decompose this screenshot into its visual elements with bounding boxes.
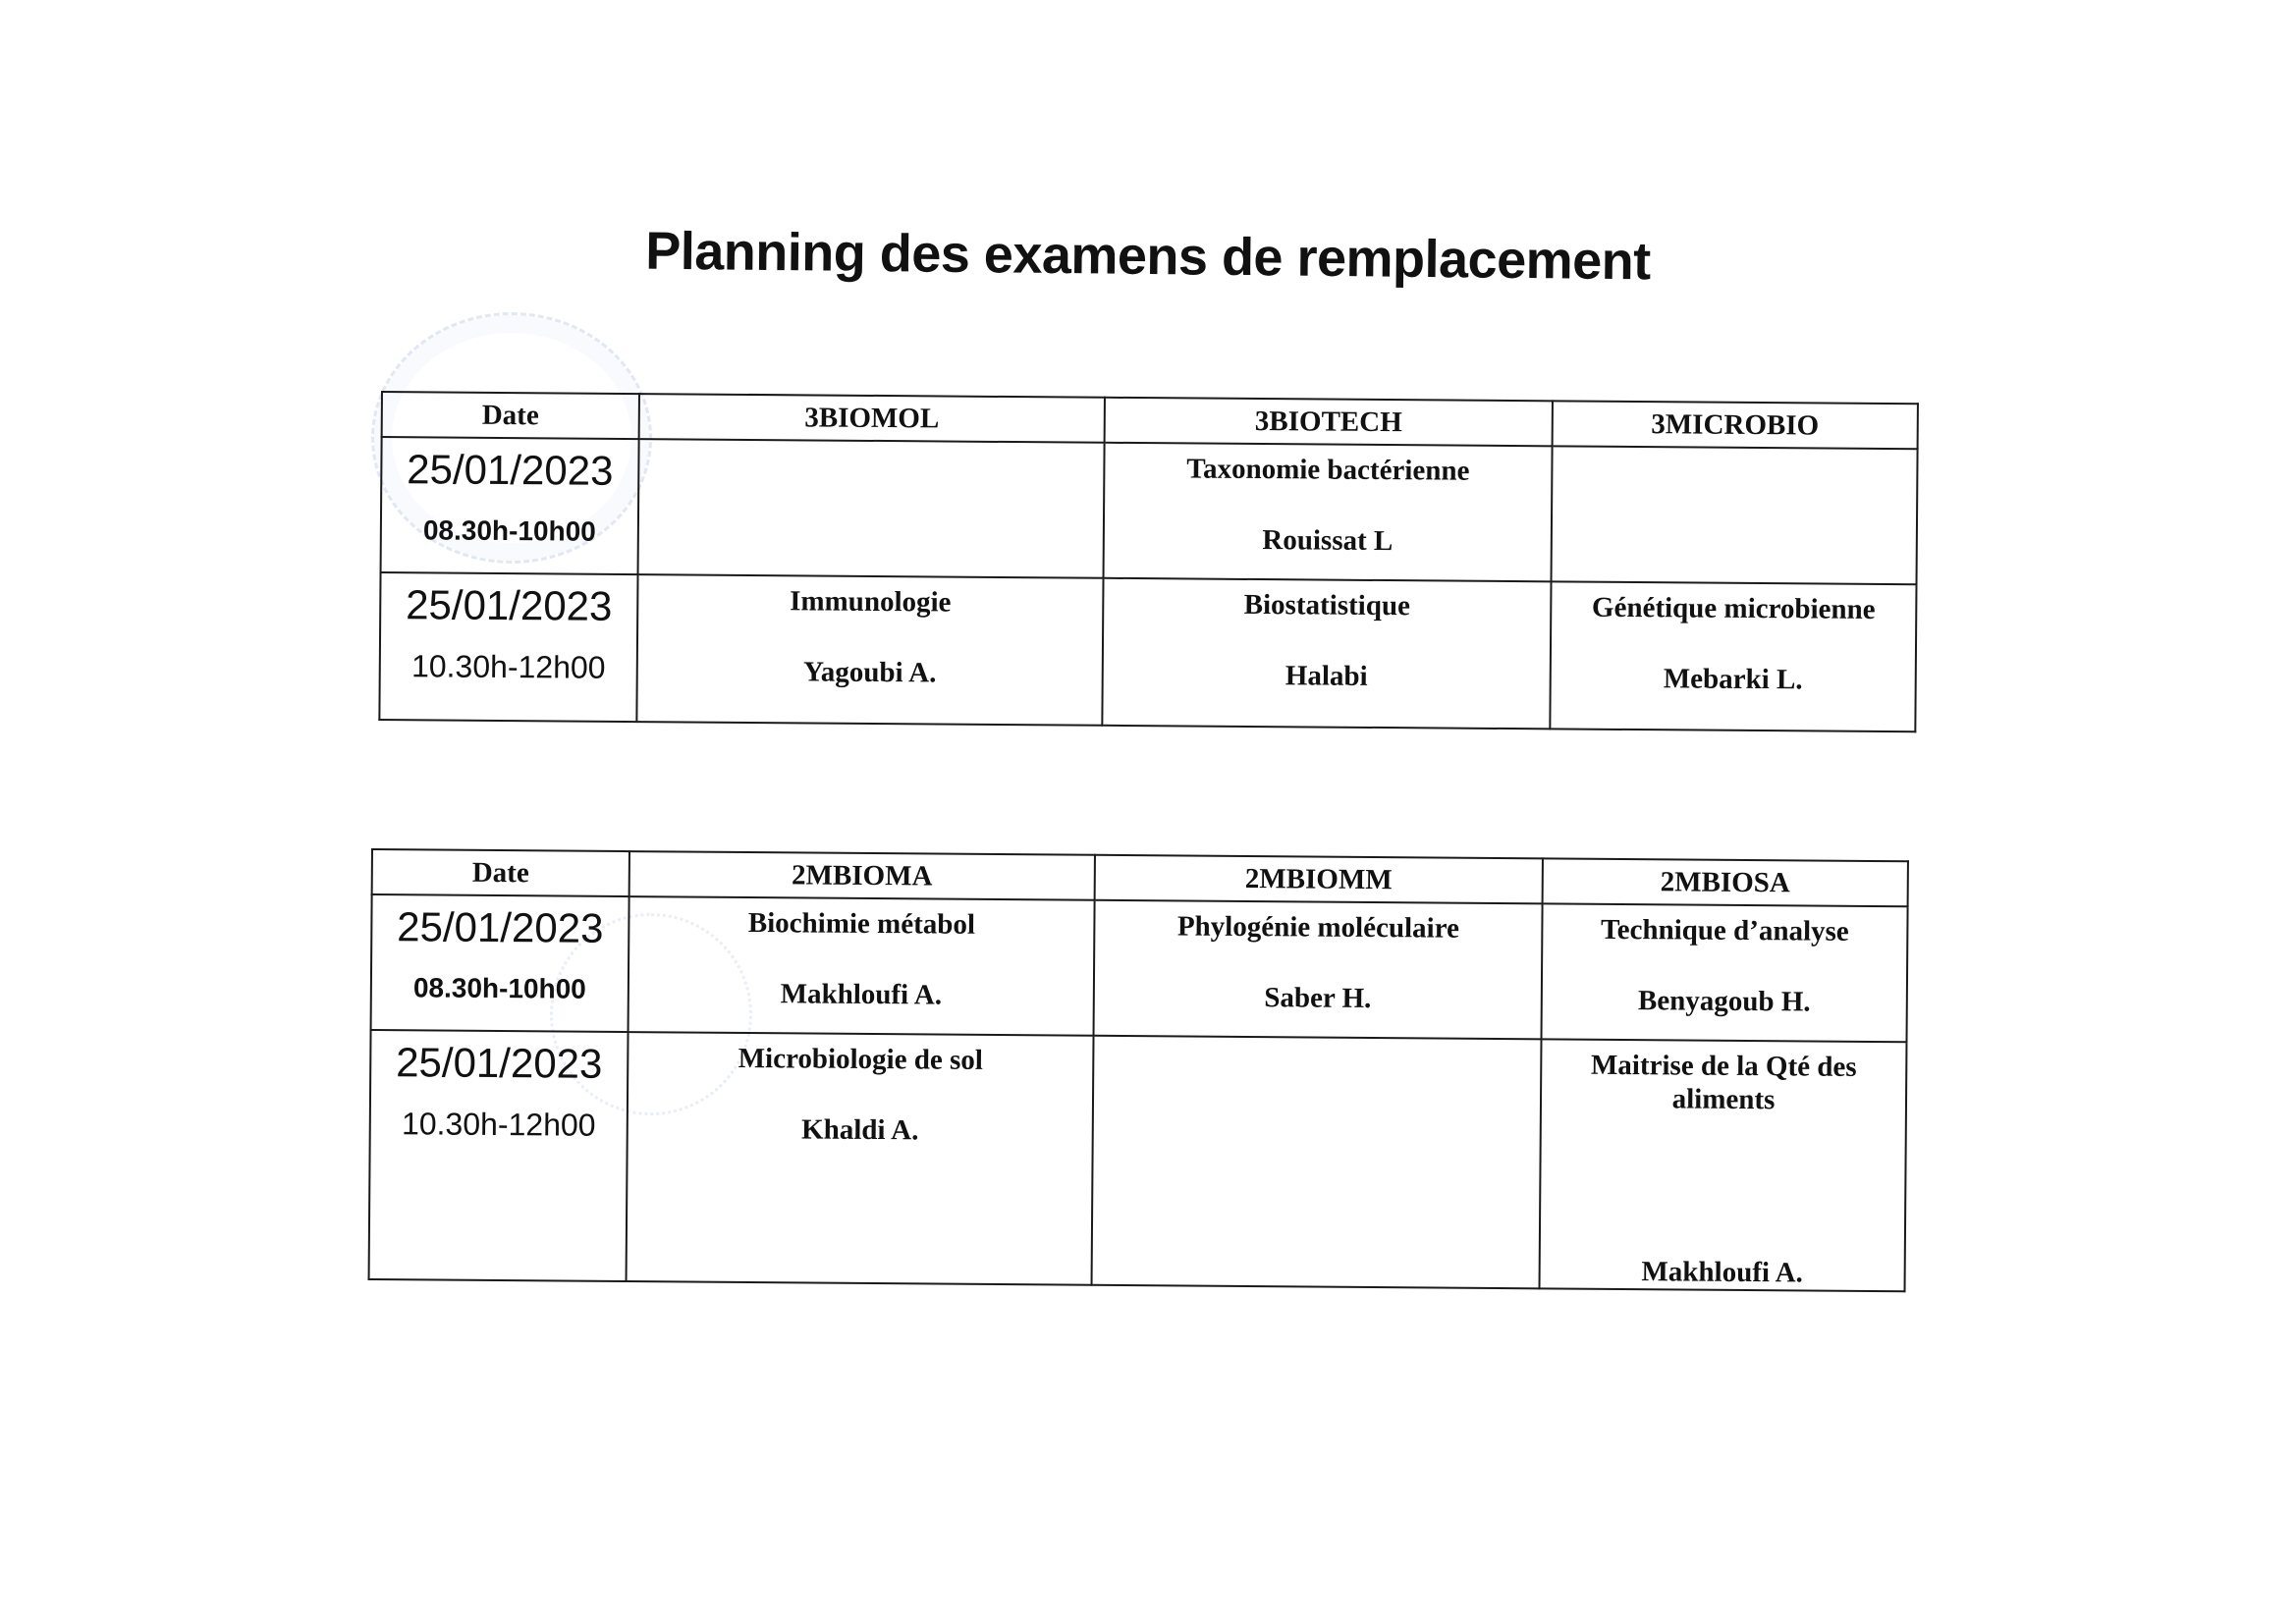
exam-subject: Phylogénie moléculaire bbox=[1176, 910, 1460, 945]
exam-teacher: Yagoubi A. bbox=[802, 656, 937, 689]
table-row bbox=[381, 437, 1918, 584]
exam-time: 08.30h-10h00 bbox=[422, 514, 596, 547]
header-2mbioma: 2MBIOMA bbox=[629, 851, 1095, 900]
exam-cell bbox=[627, 1032, 1094, 1285]
exam-cell bbox=[1102, 578, 1551, 730]
exam-date: 25/01/2023 bbox=[405, 581, 613, 629]
exam-subject: Immunologie bbox=[790, 585, 952, 619]
exam-teacher bbox=[639, 477, 1103, 481]
header-date: Date bbox=[382, 392, 639, 439]
exam-subject: Taxonomie bactérienne bbox=[1186, 453, 1470, 487]
exam-teacher: Khaldi A. bbox=[800, 1113, 919, 1147]
header-2mbiosa: 2MBIOSA bbox=[1543, 858, 1908, 906]
exam-subject: Microbiologie de sol bbox=[738, 1042, 984, 1076]
exam-time: 08.30h-10h00 bbox=[412, 972, 586, 1004]
exam-cell bbox=[638, 439, 1105, 578]
exam-cell bbox=[1542, 903, 1908, 1042]
table-row bbox=[371, 894, 1908, 1042]
exam-subject bbox=[1554, 455, 1917, 458]
exam-teacher bbox=[1553, 484, 1916, 487]
exam-schedule-table-2 bbox=[368, 848, 1909, 1292]
exam-teacher: Saber H. bbox=[1264, 982, 1372, 1015]
exam-subject: Technique d’analyse bbox=[1600, 913, 1849, 947]
table-row bbox=[379, 572, 1916, 731]
date-cell bbox=[379, 572, 637, 722]
header-3biotech: 3BIOTECH bbox=[1105, 398, 1553, 447]
exam-time: 10.30h-12h00 bbox=[401, 1106, 596, 1143]
date-cell bbox=[371, 894, 629, 1032]
exam-subject: Maitrise de la Qté des aliments bbox=[1590, 1049, 1857, 1116]
exam-date: 25/01/2023 bbox=[397, 903, 604, 951]
header-3biomol: 3BIOMOL bbox=[639, 394, 1105, 443]
exam-teacher: Makhloufi A. bbox=[1641, 1256, 1803, 1289]
exam-teacher: Benyagoub H. bbox=[1637, 985, 1811, 1018]
exam-schedule-table-1 bbox=[378, 391, 1919, 732]
header-date: Date bbox=[372, 849, 629, 896]
table-row bbox=[369, 1030, 1907, 1291]
header-3microbio: 3MICROBIO bbox=[1553, 401, 1918, 449]
exam-date: 25/01/2023 bbox=[407, 446, 614, 494]
exam-date: 25/01/2023 bbox=[395, 1039, 603, 1087]
exam-subject: Biochimie métabol bbox=[747, 907, 976, 941]
exam-teacher: Halabi bbox=[1285, 660, 1368, 692]
exam-subject bbox=[1094, 1045, 1540, 1049]
exam-cell bbox=[629, 896, 1095, 1036]
exam-teacher: Mebarki L. bbox=[1663, 663, 1803, 696]
exam-teacher: Rouissat L bbox=[1262, 524, 1394, 558]
header-2mbiomm: 2MBIOMM bbox=[1095, 855, 1543, 904]
exam-time: 10.30h-12h00 bbox=[410, 648, 606, 685]
exam-teacher: Makhloufi A. bbox=[780, 978, 943, 1011]
exam-cell bbox=[1104, 443, 1553, 582]
exam-subject: Biostatistique bbox=[1243, 588, 1411, 622]
date-cell bbox=[381, 437, 639, 574]
exam-teacher bbox=[1094, 1074, 1540, 1078]
exam-cell bbox=[1094, 900, 1543, 1040]
exam-cell bbox=[1092, 1036, 1542, 1289]
exam-cell bbox=[636, 574, 1103, 726]
exam-subject bbox=[640, 448, 1104, 452]
page-title: Planning des examens de remplacement bbox=[645, 221, 1651, 292]
exam-subject: Génétique microbienne bbox=[1591, 591, 1876, 625]
exam-cell bbox=[1552, 446, 1918, 584]
exam-cell bbox=[1550, 581, 1916, 731]
date-cell bbox=[369, 1030, 629, 1281]
exam-cell bbox=[1540, 1039, 1907, 1291]
